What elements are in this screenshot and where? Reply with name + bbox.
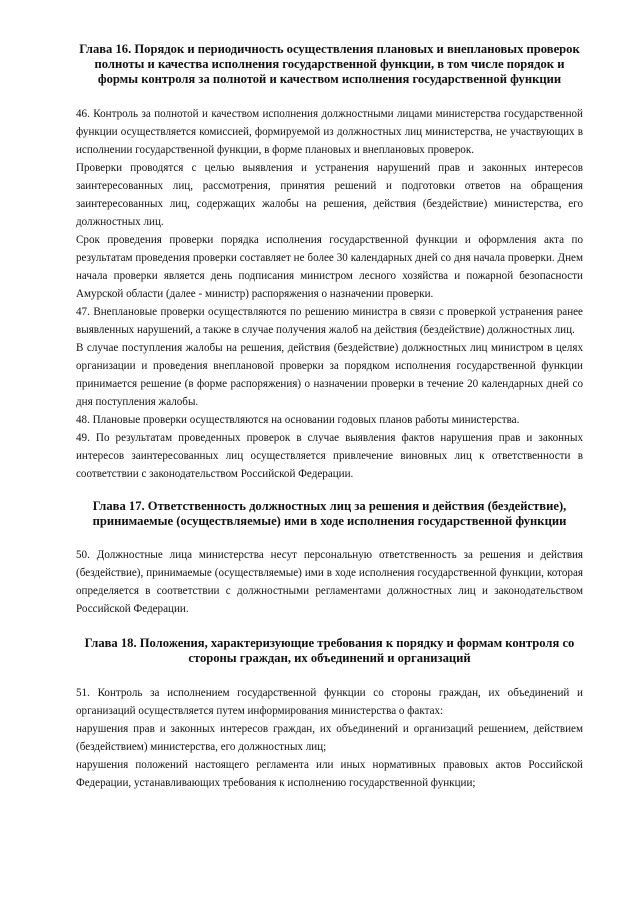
paragraph-51: 51. Контроль за исполнением государственной функции со стороны граждан, их объединений и организаций осуществляется путем информирования министерства о фактах:: [76, 687, 583, 717]
paragraph-50: 50. Должностные лица министерства несут персональную ответственность за решения и действия (бездействие), принимаемые (осуществляемые) ими в ходе исполнения государственной функции, которая определяется в соответствии с должностными регламентами должностных лиц и законодательством Российской Федерации.: [76, 549, 583, 615]
paragraph-47: 47. Внеплановые проверки осуществляются по решению министра в связи с проверкой устранения ранее выявленных нарушений, а также в случае получения жалоб на действия (бездействие) должностных лиц.: [76, 306, 583, 336]
paragraph-complaint-check: В случае поступления жалобы на решения, действия (бездействие) должностных лиц министром в целях организации и проведения внеплановой проверки за порядком исполнения государственной функции принимается решение (в форме распоряжения) о назначении проверки в течение 20 календарных дней со дня поступления жалобы.: [76, 342, 583, 408]
chapter-17-title: Глава 17. Ответственность должностных лиц за решения и действия (бездействие), принимаемые (осуществляемые) ими в ходе исполнения государственной функции: [92, 499, 567, 528]
paragraph-violation-regulation: нарушения положений настоящего регламента или иных нормативных правовых актов Российской Федерации, устанавливающих требования к исполнению государственной функции;: [76, 759, 583, 789]
chapter-16-title: Глава 16. Порядок и периодичность осуществления плановых и внеплановых проверок полноты и качества исполнения государственной функции, в том числе порядок и формы контроля за полнотой и качеством исполнения государственной функции: [79, 42, 580, 86]
paragraph-46: 46. Контроль за полнотой и качеством исполнения должностными лицами министерства государственной функции осуществляется комиссией, формируемой из должностных лиц министерства, не участвующих в исполнении государственной функции, в форме плановых и внеплановых проверок.: [76, 108, 583, 156]
paragraph-49: 49. По результатам проведенных проверок в случае выявления фактов нарушения прав и законных интересов заинтересованных лиц осуществляется привлечение виновных лиц к ответственности в соответствии с законодательством Российской Федерации.: [76, 432, 583, 480]
paragraph-48: 48. Плановые проверки осуществляются на основании годовых планов работы министерства.: [76, 414, 520, 426]
chapter-18-title: Глава 18. Положения, характеризующие требования к порядку и формам контроля со стороны граждан, их объединений и организаций: [84, 636, 575, 665]
document-page: [76, 42, 583, 792]
paragraph-checks-purpose: Проверки проводятся с целью выявления и устранения нарушений прав и законных интересов заинтересованных лиц, рассмотрения, принятия решений и подготовки ответов на обращения заинтересованных лиц, содержащих жалобы на решения, действия (бездействие) министерства, его должностных лиц.: [76, 162, 583, 228]
paragraph-check-term: Срок проведения проверки порядка исполнения государственной функции и оформления акта по результатам проведения проверки составляет не более 30 календарных дней со дня начала проверки. Днем начала проверки является день подписания министром лесного хозяйства и пожарной безопасности Амурской области (далее - министр) распоряжения о назначении проверки.: [76, 234, 583, 300]
paragraph-violation-rights: нарушения прав и законных интересов граждан, их объединений и организаций решением, действием (бездействием) министерства, его должностных лиц;: [76, 723, 583, 753]
